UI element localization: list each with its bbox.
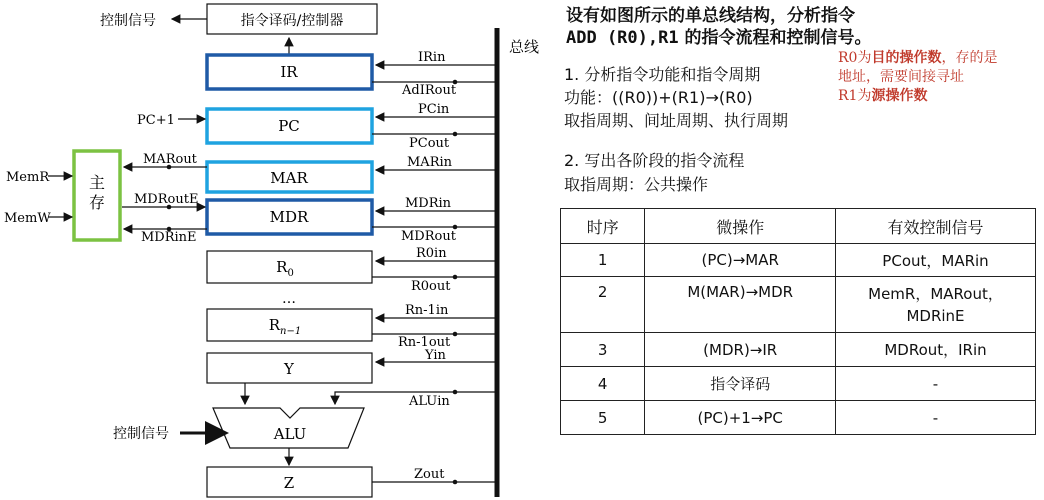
cell-signals: PCout，MARin bbox=[835, 244, 1035, 277]
cell-signals: MemR，MARout， MDRinE bbox=[835, 277, 1035, 333]
controller-signal-label: 控制信号 bbox=[100, 13, 156, 29]
mdr-in-label: MDRin bbox=[405, 196, 452, 211]
intro-line-1: 设有如图所示的单总线结构，分析指令 bbox=[566, 6, 855, 26]
section-2-title: 2. 写出各阶段的指令流程 bbox=[564, 151, 745, 170]
cell-op: (MDR)→IR bbox=[645, 333, 836, 367]
instruction-code: ADD (R0),R1 bbox=[566, 28, 679, 48]
table-header-row bbox=[561, 209, 1036, 244]
intro-line-2: ADD (R0),R1 的指令流程和控制信号。 bbox=[566, 28, 872, 48]
header-step: 时序 bbox=[561, 209, 645, 244]
register-ellipsis: … bbox=[282, 291, 296, 307]
mdr-label: MDR bbox=[269, 208, 309, 226]
marout-label: MARout bbox=[143, 152, 197, 167]
cell-signals: MDRout，IRin bbox=[835, 333, 1035, 367]
cell-op: M(MAR)→MDR bbox=[645, 277, 836, 333]
cell-signals: - bbox=[835, 367, 1035, 401]
note-line-3: R1为源操作数 bbox=[838, 88, 928, 104]
rn-in-label: Rn-1in bbox=[405, 303, 449, 318]
micro-op-table bbox=[560, 208, 1036, 435]
pc-in-label: PCin bbox=[418, 102, 450, 117]
note-line-2: 地址，需要间接寻址 bbox=[838, 69, 964, 85]
alu-control-label: 控制信号 bbox=[113, 426, 169, 442]
section-1-cycles: 取指周期、间址周期、执行周期 bbox=[564, 111, 789, 130]
cell-op: (PC)+1→PC bbox=[645, 401, 836, 435]
explanation-panel bbox=[560, 0, 1044, 500]
cell-step: 4 bbox=[561, 367, 645, 401]
alu-label: ALU bbox=[273, 425, 307, 443]
ir-in-label: IRin bbox=[418, 50, 446, 65]
cell-op: 指令译码 bbox=[645, 367, 836, 401]
rn-label: $R_{n-1}$ bbox=[268, 316, 302, 337]
cell-op: (PC)→MAR bbox=[645, 244, 836, 277]
y-label: Y bbox=[284, 360, 294, 378]
note-line-1: R0为目的操作数，存的是 bbox=[838, 50, 998, 66]
alu-in-label: ALUin bbox=[409, 394, 450, 409]
r0-out-label: R0out bbox=[411, 279, 451, 294]
header-micro-op: 微操作 bbox=[645, 209, 836, 244]
bus-label: 总线 bbox=[509, 38, 540, 56]
cell-signals: - bbox=[835, 401, 1035, 435]
mar-in-label: MARin bbox=[407, 155, 453, 170]
cell-step: 3 bbox=[561, 333, 645, 367]
section-1-title: 1. 分析指令功能和指令周期 bbox=[564, 65, 761, 84]
pc-label: PC bbox=[278, 117, 300, 135]
table-row bbox=[561, 401, 1036, 435]
ir-label: IR bbox=[280, 63, 298, 81]
r0-label: $R_0$ bbox=[276, 258, 294, 279]
pc-plus1-label: PC+1 bbox=[137, 113, 175, 128]
table-row bbox=[561, 277, 1036, 333]
operand-note bbox=[838, 49, 997, 106]
section-2-subtitle: 取指周期：公共操作 bbox=[564, 175, 709, 194]
cell-step: 2 bbox=[561, 277, 645, 333]
table-row bbox=[561, 333, 1036, 367]
r0-in-label: R0in bbox=[416, 246, 447, 261]
mdroute-label: MDRoutE bbox=[134, 192, 199, 207]
mdr-out-label: MDRout bbox=[401, 229, 456, 244]
controller-label: 指令译码/控制器 bbox=[240, 13, 344, 29]
cell-step: 5 bbox=[561, 401, 645, 435]
section-1-function: 功能：((R0))+(R1)→(R0) bbox=[564, 88, 753, 107]
y-in-label: Yin bbox=[425, 348, 446, 363]
memw-label: MemW bbox=[4, 211, 51, 226]
memr-label: MemR bbox=[6, 170, 50, 185]
cell-step: 1 bbox=[561, 244, 645, 277]
ir-out-label: AdIRout bbox=[402, 83, 457, 98]
z-out-label: Zout bbox=[414, 467, 445, 482]
rn-out-label: Rn-1out bbox=[398, 335, 451, 350]
memory-label-1: 主 bbox=[88, 173, 106, 192]
mdrine-label: MDRinE bbox=[141, 230, 197, 245]
table-row bbox=[561, 244, 1036, 277]
intro-text bbox=[566, 5, 872, 49]
mar-label: MAR bbox=[270, 169, 308, 187]
header-signals: 有效控制信号 bbox=[835, 209, 1035, 244]
pc-out-label: PCout bbox=[409, 136, 450, 151]
memory-label-2: 存 bbox=[88, 193, 106, 212]
table-row bbox=[561, 367, 1036, 401]
z-label: Z bbox=[283, 474, 295, 492]
